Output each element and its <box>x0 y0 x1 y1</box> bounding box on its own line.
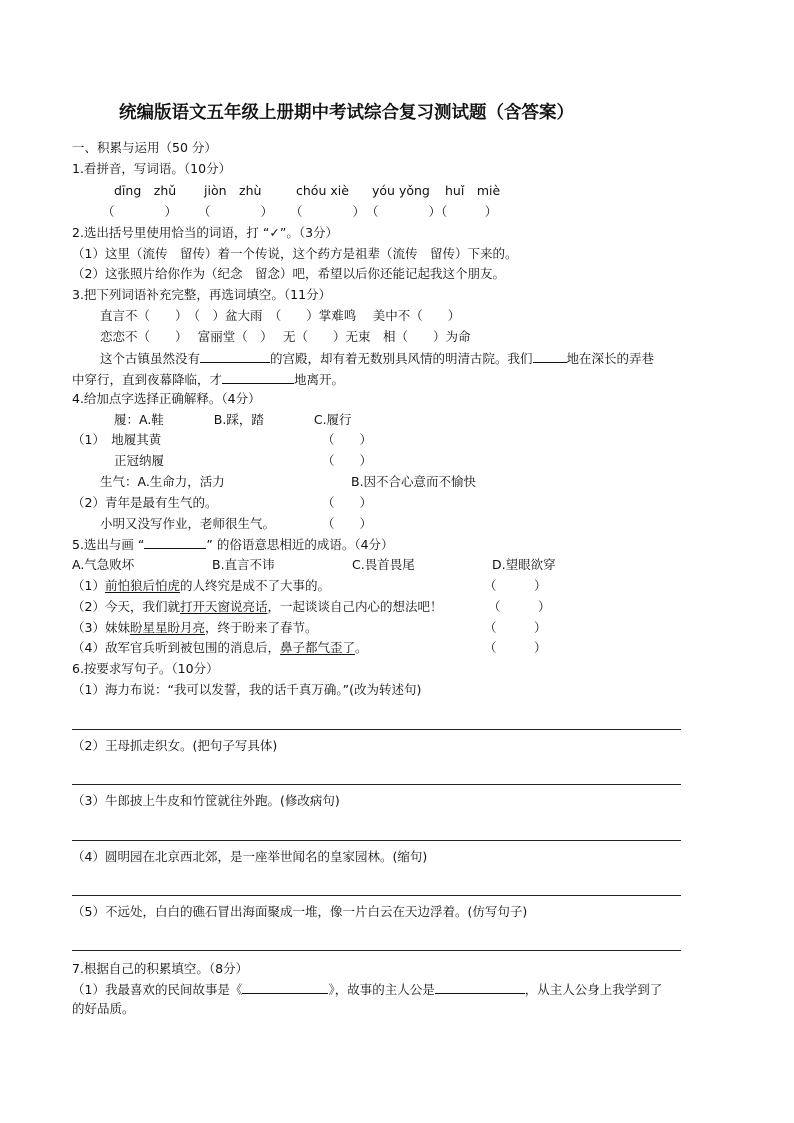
section-heading: 一、积累与运用（50 分） <box>72 140 217 155</box>
q5-heading <box>72 535 394 554</box>
underlined-saying: 盼星星盼月亮 <box>129 620 205 635</box>
text: （3）妹妹 <box>72 620 130 635</box>
answer-bracket[interactable]: （ ） <box>484 620 547 635</box>
underlined-saying: 打开天窗说亮话 <box>179 599 268 614</box>
q2-heading: 2.选出括号里使用恰当的词语，打 “✓”。（3分） <box>72 225 339 240</box>
text: ，终于盼来了春节。 <box>204 620 318 635</box>
text: 的宫殿，却有着无数别具风情的明清古院。我们 <box>270 351 533 366</box>
q6-heading: 6.按要求写句子。（10分） <box>72 661 219 676</box>
text: 。 <box>354 640 368 655</box>
underlined-saying: 前怕狼后怕虎 <box>104 578 180 593</box>
text: 》，故事的主人公是 <box>328 982 435 997</box>
q1-heading: 1.看拼音，写词语。（10分） <box>72 161 232 176</box>
pinyin: dīng zhǔ <box>114 183 177 198</box>
answer-bracket[interactable]: （ ） <box>322 495 373 510</box>
underlined-saying: 鼻子都气歪了 <box>279 640 355 655</box>
q6-prompt: （1）海力布说：“我可以发誓，我的话千真万确。”(改为转述句) <box>72 682 422 697</box>
text: （2）今天，我们就 <box>72 599 180 614</box>
q2-sentence: （1）这里（流传 留传）着一个传说，这个药方是祖辈（流传 留传）下来的。 <box>72 246 518 261</box>
answer-bracket[interactable]: （ ） <box>484 640 547 655</box>
text: ，一起谈谈自己内心的想法吧！ <box>267 599 443 614</box>
q3-heading: 3.把下列词语补充完整，再选词填空。（11分） <box>72 287 332 302</box>
underline-sample <box>144 535 206 549</box>
q7-sentence-cont: 的好品质。 <box>72 1001 135 1016</box>
answer-line[interactable] <box>72 840 681 841</box>
q5-option: D.望眼欲穿 <box>492 557 556 572</box>
q6-prompt: （3）牛郎披上牛皮和竹筐就往外跑。(修改病句) <box>72 793 340 808</box>
fill-blank[interactable] <box>533 349 567 363</box>
text: （1） <box>72 578 105 593</box>
answer-bracket[interactable]: （ ）（ ） <box>366 204 498 219</box>
text: 5.选出与画 “ <box>72 537 145 552</box>
q5-option: A.气急败坏 <box>72 557 135 572</box>
q3-idioms-row: 恋恋不（ ） 富丽堂（ ） 无（ ）无束 相（ ）为命 <box>100 329 471 344</box>
answer-line[interactable] <box>72 950 681 951</box>
q3-fill-sentence <box>100 349 654 368</box>
q7-sentence <box>72 980 662 999</box>
q4-heading: 4.给加点字选择正确解释。（4分） <box>72 391 261 406</box>
q4-definitions: 生气：A.生命力，活力 <box>100 474 225 489</box>
answer-bracket[interactable]: （ ） <box>102 204 178 219</box>
fill-blank[interactable] <box>242 980 328 994</box>
fill-blank[interactable] <box>222 370 294 384</box>
q5-sentence <box>72 639 368 657</box>
q6-prompt: （4）圆明园在北京西北郊，是一座举世闻名的皇家园林。(缩句) <box>72 849 428 864</box>
q2-sentence: （2）这张照片给你作为（纪念 留念）吧，希望以后你还能记起我这个朋友。 <box>72 266 505 281</box>
answer-line[interactable] <box>72 729 681 730</box>
text: ，从主人公身上我学到了 <box>524 982 663 997</box>
q6-prompt: （5）不远处，白白的礁石冒出海面聚成一堆，像一片白云在天边浮着。(仿写句子) <box>72 904 528 919</box>
text: 地在深长的弄巷 <box>566 351 655 366</box>
fill-blank[interactable] <box>200 349 270 363</box>
answer-bracket[interactable]: （ ） <box>322 432 373 447</box>
page-title: 统编版语文五年级上册期中考试综合复习测试题（含答案） <box>119 103 574 123</box>
q5-sentence <box>72 619 317 637</box>
answer-line[interactable] <box>72 895 681 896</box>
text: （1）我最喜欢的民间故事是《 <box>72 982 243 997</box>
q6-prompt: （2）王母抓走织女。(把句子写具体) <box>72 738 278 753</box>
q7-heading: 7.根据自己的积累填空。（8分） <box>72 961 249 976</box>
text: ” 的俗语意思相近的成语。（4分） <box>206 537 394 552</box>
answer-line[interactable] <box>72 784 681 785</box>
q4-definitions: 履：A.鞋 B.踩，踏 C.履行 <box>114 412 352 427</box>
answer-bracket[interactable]: （ ） <box>322 516 373 531</box>
answer-bracket[interactable]: （ ） <box>198 204 274 219</box>
text: 这个古镇虽然没有 <box>100 351 201 366</box>
text: （4）敌军官兵听到被包围的消息后， <box>72 640 280 655</box>
q5-option: B.直言不讳 <box>212 557 275 572</box>
fill-blank[interactable] <box>435 980 525 994</box>
q5-sentence <box>72 598 443 616</box>
q4-item: 正冠纳履 <box>114 453 165 468</box>
pinyin: jiòn zhù <box>204 183 262 198</box>
answer-bracket[interactable]: （ ） <box>322 453 373 468</box>
text: 中穿行，直到夜幕降临，才 <box>72 372 223 387</box>
q4-item: （1） 地履其黄 <box>72 432 162 447</box>
pinyin: huǐ miè <box>445 183 501 198</box>
text: 的人终究是成不了大事的。 <box>179 578 330 593</box>
answer-bracket[interactable]: （ ） <box>488 599 551 614</box>
pinyin: chóu xiè <box>296 183 349 198</box>
q5-option: C.畏首畏尾 <box>352 557 415 572</box>
text: 地离开。 <box>294 372 345 387</box>
answer-bracket[interactable]: （ ） <box>484 578 547 593</box>
pinyin: yóu yǒng <box>372 183 430 198</box>
q4-item: （2）青年是最有生气的。 <box>72 495 218 510</box>
q3-idioms-row: 直言不（ ） （ ）盆大雨 （ ）掌难鸣 美中不（ ） <box>100 308 461 323</box>
answer-bracket[interactable]: （ ） <box>290 204 366 219</box>
q3-fill-sentence-cont <box>72 370 344 389</box>
q4-item: 小明又没写作业，老师很生气。 <box>100 516 276 531</box>
q4-definitions: B.因不合心意而不愉快 <box>351 474 477 489</box>
q5-sentence <box>72 577 330 595</box>
